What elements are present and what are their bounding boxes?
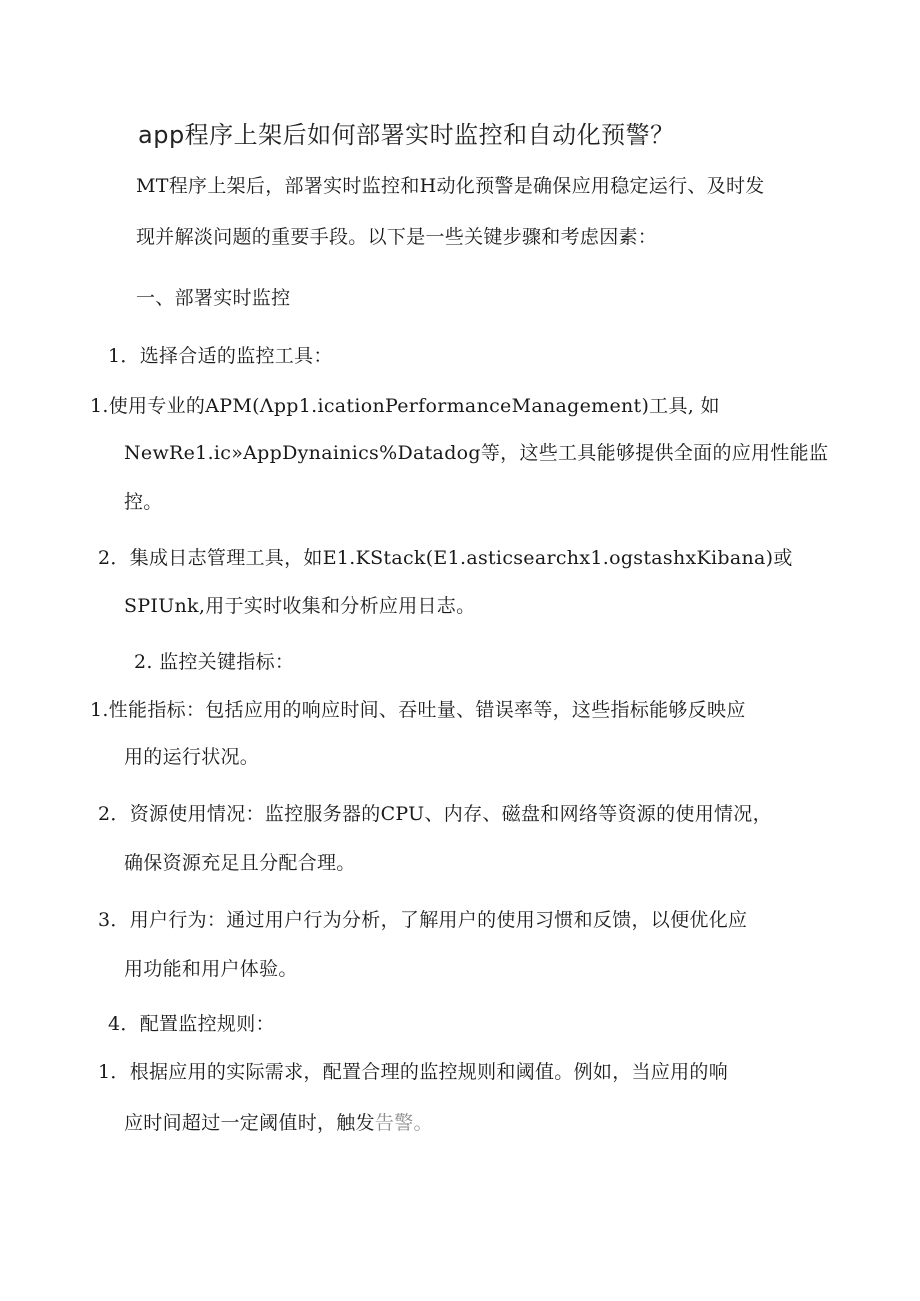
resource-usage-line-1: 2．资源使用情况：监控服务器的CPU、内存、磁盘和网络等资源的使用情况， [98,803,772,825]
section-heading-deploy-monitoring: 一、部署实时监控 [136,287,291,309]
user-behavior-line-1: 3．用户行为：通过用户行为分析，了解用户的使用习惯和反馈，以便优化应 [98,909,748,931]
log-tools-line-1: 2．集成日志管理工具，如E1.KStack(E1.asticsearchx1.ogstashxKibana)或 [98,547,793,569]
monitoring-rules-line-2-text: 应时间超过一定阈值时，触发 [124,1112,375,1134]
performance-metrics-line-2: 用的运行状况。 [124,746,260,768]
log-tools-line-2: SPIUnk,用于实时收集和分析应用日志。 [124,595,476,617]
intro-line-2: 现并解淡问题的重要手段。以下是一些关键步骤和考虑因素： [136,226,658,248]
user-behavior-line-2: 用功能和用户体验。 [124,958,298,980]
apm-tools-line-1: 1.使用专业的APM(Λpp1.icationPerformanceManagement)工具, 如 [90,395,720,417]
item-heading-choose-tools: 1．选择合适的监控工具： [108,345,333,367]
resource-usage-line-2: 确保资源充足且分配合理。 [124,852,356,874]
item-heading-monitoring-rules: 4．配置监控规则： [108,1013,275,1035]
monitoring-rules-line-2 [124,1111,433,1135]
item-heading-key-metrics: 2. 监控关键指标： [134,651,295,673]
monitoring-rules-line-2-faded-tail: 告警。 [374,1112,433,1134]
apm-tools-line-2: NewRe1.ic»AppDynainics%Datadog等，这些工具能够提供全面的应用性能监 [124,442,829,464]
document-title: app程序上架后如何部署实时监控和自动化预警？ [138,121,675,149]
performance-metrics-line-1: 1.性能指标：包括应用的响应时间、吞吐量、错误率等，这些指标能够反映应 [90,699,746,721]
intro-line-1: MT程序上架后，部署实时监控和H动化预警是确保应用稳定运行、及时发 [136,175,765,197]
monitoring-rules-line-1: 1．根据应用的实际需求，配置合理的监控规则和阈值。例如，当应用的响 [98,1061,728,1083]
apm-tools-line-3: 控。 [124,491,163,513]
